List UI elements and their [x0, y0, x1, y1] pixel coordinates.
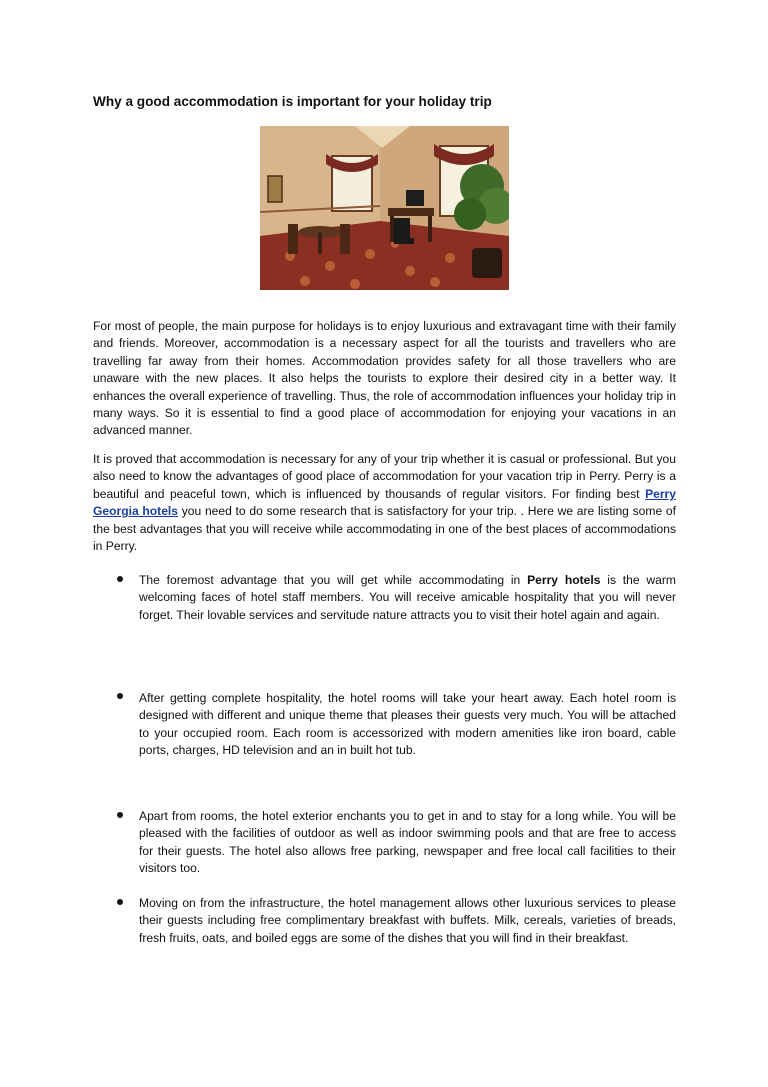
hotel-lobby-photo — [260, 126, 509, 290]
bullet-icon — [117, 693, 123, 699]
perry-hotels-bold: Perry hotels — [527, 573, 601, 587]
intro-paragraph: For most of people, the main purpose for holidays is to enjoy luxurious and extravagant time with their family and friends. Moreover, accommodation is a necessary aspect for all the tourists and travellers who are travelling far away from their homes. Accommodation provides safety for all those travellers who are unaware with the new places. It also helps the tourists to explore their desired city in a better way. It enhances the overall experience of travelling. Thus, the role of accommodation influences your holiday trip in many ways. So it is essential to find a good place of accommodation for enjoying your vacations in an advanced manner. — [93, 319, 676, 438]
list-item: After getting complete hospitality, the hotel rooms will take your heart away. Each hotel room is designed with different and unique theme that pleases their guests very much. You will be attached to your occupied room. Each room is accessorized with modern amenities like iron board, cable ports, charges, HD television and an in built hot tub. — [139, 691, 676, 758]
second-paragraph: It is proved that accommodation is necessary for any of your trip whether it is casual or professional. But you also need to know the advantages of good place of accommodation for your vacation trip in Perry. Perry is a beautiful and peaceful town, which is influenced by thousands of regular visitors. For finding best Perry Georgia hotels you need to do some research that is satisfactory for your trip. . Here we are listing some of the best advantages that you will receive while accommodating in one of the best places of accommodations in Perry. — [93, 452, 676, 554]
bullet-icon — [117, 899, 123, 905]
list-item: The foremost advantage that you will get while accommodating in Perry hotels is the warm welcoming faces of hotel staff members. You will receive amicable hospitality that you will never forget. Their lovable services and servitude nature attracts you to visit their hotel again and again. — [139, 573, 676, 622]
list-item: Moving on from the infrastructure, the hotel management allows other luxurious services to please their guests including free complimentary breakfast with buffets. Milk, cereals, varieties of breads, fresh fruits, oats, and boiled eggs are some of the dishes that you will find in their breakfast. — [139, 896, 676, 945]
document-title: Why a good accommodation is important for your holiday trip — [93, 94, 492, 109]
bullet-icon — [117, 576, 123, 582]
perry-georgia-hotels-link[interactable]: Perry Georgia hotels — [93, 486, 676, 519]
hotel-lobby-illustration — [260, 126, 509, 290]
list-item: Apart from rooms, the hotel exterior enchants you to get in and to stay for a long while. You will be pleased with the facilities of outdoor as well as indoor swimming pools and that are free to access for their guests. The hotel also allows free parking, newspaper and free local call facilities to their visitors too. — [139, 809, 676, 876]
bullet-icon — [117, 812, 123, 818]
